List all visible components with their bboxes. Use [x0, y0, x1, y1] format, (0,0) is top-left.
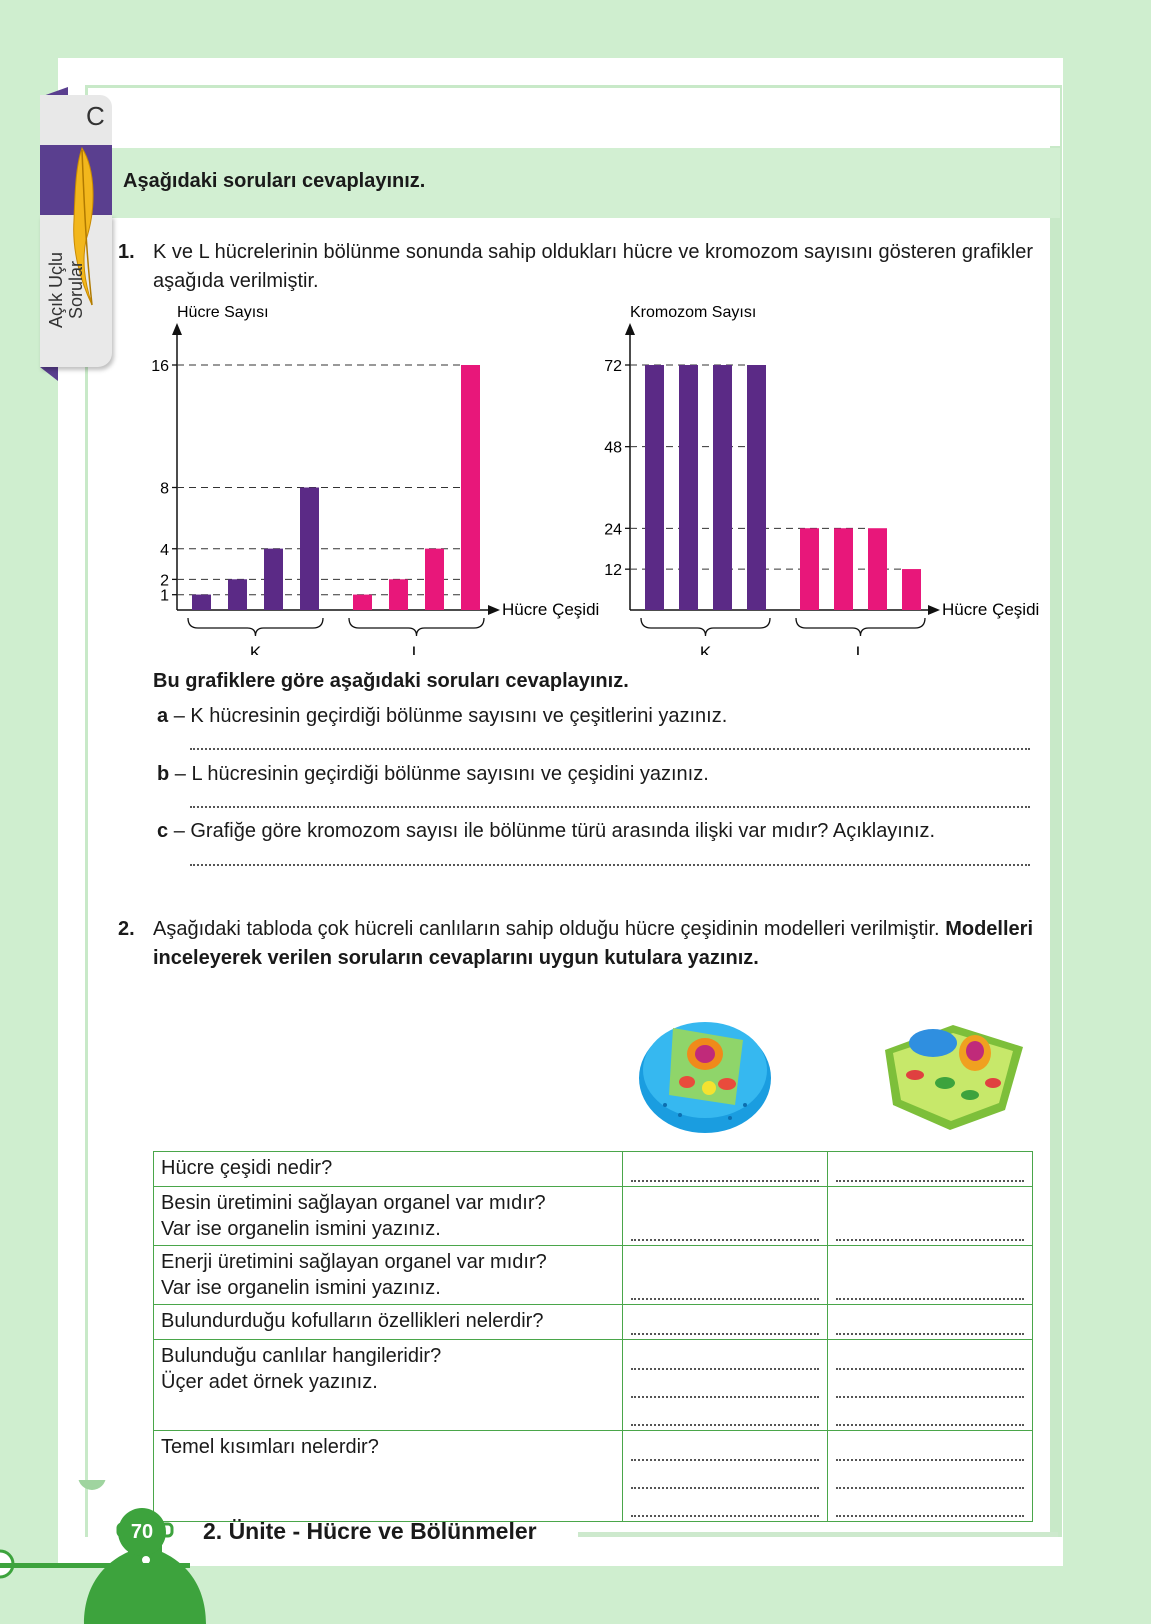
y-axis-label: Kromozom Sayısı — [630, 305, 757, 321]
bar-overlay-8 — [461, 365, 480, 610]
brace-K — [641, 618, 770, 636]
question-cell — [154, 1246, 623, 1305]
bar-overlay-2 — [679, 365, 698, 610]
header-top-area — [88, 88, 1060, 146]
footer-line-right — [578, 1532, 1058, 1537]
answer-cell-plant[interactable] — [828, 1246, 1033, 1305]
question-line-1: Temel kısımları nelerdir? — [161, 1436, 379, 1458]
answer-line-b[interactable] — [190, 806, 1030, 808]
y-tick-label-2: 2 — [160, 572, 169, 590]
bar-overlay-2 — [228, 579, 247, 610]
footer-title: 2. Ünite - Hücre ve Bölünmeler — [203, 1518, 537, 1544]
answer-cell-plant[interactable] — [828, 1431, 1033, 1522]
answer-dotted-line[interactable] — [836, 1374, 1024, 1398]
answer-cell-plant[interactable] — [828, 1305, 1033, 1340]
bar-overlay-6 — [389, 579, 408, 610]
answer-cell-plant[interactable] — [828, 1187, 1033, 1246]
answer-dotted-line[interactable] — [836, 1276, 1024, 1300]
table-row — [154, 1431, 1033, 1522]
table-row — [154, 1187, 1033, 1246]
y-tick-label-24: 24 — [604, 521, 622, 539]
answer-cell-animal[interactable] — [623, 1152, 828, 1187]
answer-dotted-line[interactable] — [631, 1346, 819, 1370]
group-label-L: L — [411, 643, 422, 655]
answer-cell-animal[interactable] — [623, 1431, 828, 1522]
answer-cell-plant[interactable] — [828, 1152, 1033, 1187]
answer-dotted-line[interactable] — [836, 1402, 1024, 1426]
answer-cell-animal[interactable] — [623, 1187, 828, 1246]
q2-number: 2. — [118, 918, 135, 940]
table-row — [154, 1340, 1033, 1431]
chart-cell-count — [150, 305, 610, 660]
bar-overlay-7 — [868, 528, 887, 610]
question-line-2: Var ise organelin ismini yazınız. — [161, 1218, 441, 1240]
answer-dotted-line[interactable] — [631, 1311, 819, 1335]
y-tick-label-8: 8 — [160, 480, 169, 498]
answer-dotted-line[interactable] — [836, 1465, 1024, 1489]
y-tick-label-72: 72 — [604, 358, 622, 375]
x-axis-label: Hücre Çeşidi — [502, 600, 600, 619]
question-cell — [154, 1187, 623, 1246]
answer-dotted-line[interactable] — [836, 1493, 1024, 1517]
bar-overlay-5 — [353, 595, 372, 610]
answer-dotted-line[interactable] — [631, 1374, 819, 1398]
y-tick-label-16: 16 — [151, 358, 169, 375]
bar-overlay-4 — [300, 488, 319, 611]
bar-overlay-5 — [800, 528, 819, 610]
q1-subheading: Bu grafiklere göre aşağıdaki soruları cevaplayınız. — [153, 670, 629, 692]
answer-dotted-line[interactable] — [631, 1217, 819, 1241]
question-cell — [154, 1340, 623, 1431]
answer-dotted-line[interactable] — [836, 1217, 1024, 1241]
q1-text: K ve L hücrelerinin bölünme sonunda sahip oldukları hücre ve kromozom sayısını gösteren grafikler aşağıda verilmiştir. — [153, 241, 1033, 292]
question-line-1: Enerji üretimini sağlayan organel var mıdır? — [161, 1251, 547, 1273]
y-axis-arrow — [172, 323, 182, 335]
answer-cell-animal[interactable] — [623, 1305, 828, 1340]
tab-letter: C — [86, 101, 105, 131]
plant-cell-icon — [875, 1005, 1030, 1135]
answer-line-c[interactable] — [190, 864, 1030, 866]
x-axis-label: Hücre Çeşidi — [942, 600, 1040, 619]
flask-icon — [0, 1480, 230, 1624]
bar-overlay-6 — [834, 528, 853, 610]
question-line-1: Bulunduğu canlılar hangileridir? — [161, 1345, 442, 1367]
brace-L — [349, 618, 484, 636]
question-line-2: Üçer adet örnek yazınız. — [161, 1371, 378, 1393]
question-line-2: Var ise organelin ismini yazınız. — [161, 1277, 441, 1299]
bar-overlay-1 — [192, 595, 211, 610]
question-line-1: Bulundurduğu kofulların özellikleri nelerdir? — [161, 1310, 544, 1332]
chart-chromosome-count — [595, 305, 1045, 660]
brace-K — [188, 618, 323, 636]
tab-label — [46, 215, 86, 365]
y-tick-label-12: 12 — [604, 562, 622, 580]
answer-dotted-line[interactable] — [836, 1158, 1024, 1182]
table-row — [154, 1246, 1033, 1305]
q2-text — [153, 915, 1033, 973]
instruction: Aşağıdaki soruları cevaplayınız. — [123, 170, 426, 192]
y-axis-label: Hücre Sayısı — [177, 305, 269, 321]
answer-dotted-line[interactable] — [836, 1346, 1024, 1370]
subquestion-a-letter: a — [157, 705, 169, 727]
page-number: 70 — [118, 1508, 166, 1556]
subquestion-a — [157, 705, 727, 728]
q2-text-plain: Aşağıdaki tabloda çok hücreli canlıların sahip olduğu hücre çeşidinin modelleri verilmiştir. — [153, 918, 940, 940]
answer-dotted-line[interactable] — [836, 1437, 1024, 1461]
bar-overlay-3 — [713, 365, 732, 610]
bar-overlay-1 — [645, 365, 664, 610]
y-tick-label-4: 4 — [160, 541, 169, 559]
subquestion-c-text: – Grafiğe göre kromozom sayısı ile bölünme türü arasında ilişki var mıdır? Açıklayınız. — [173, 820, 936, 842]
y-axis-arrow — [625, 323, 635, 335]
q1-number: 1. — [118, 241, 135, 263]
subquestion-a-text: – K hücresinin geçirdiği bölünme sayısını ve çeşitlerini yazınız. — [173, 705, 728, 727]
chart-cell-count-svg — [150, 305, 610, 655]
bar-overlay-7 — [425, 549, 444, 610]
answer-dotted-line[interactable] — [836, 1311, 1024, 1335]
bar-overlay-4 — [747, 365, 766, 610]
answer-line-a[interactable] — [190, 748, 1030, 750]
side-tab — [40, 95, 112, 375]
answer-cell-animal[interactable] — [623, 1246, 828, 1305]
answer-dotted-line[interactable] — [631, 1465, 819, 1489]
group-label-K: K — [699, 643, 712, 655]
bar-overlay-8 — [902, 569, 921, 610]
answer-cell-animal[interactable] — [623, 1340, 828, 1431]
answer-dotted-line[interactable] — [631, 1437, 819, 1461]
subquestion-c — [157, 820, 935, 843]
answer-dotted-line[interactable] — [631, 1493, 819, 1517]
question-cell — [154, 1152, 623, 1187]
table-row — [154, 1305, 1033, 1340]
y-tick-label-1: 1 — [160, 587, 169, 605]
chart-chromosome-count-svg — [595, 305, 1045, 655]
answers-table — [153, 1151, 1033, 1522]
answer-cell-plant[interactable] — [828, 1340, 1033, 1431]
question-cell — [154, 1305, 623, 1340]
footer-line — [0, 1563, 190, 1568]
q2-text-bold: Modelleri inceleyerek verilen soruların cevaplarını uygun kutulara yazınız. — [153, 918, 1033, 969]
subquestion-b — [157, 763, 709, 786]
x-axis-arrow — [928, 605, 940, 615]
question-line-1: Hücre çeşidi nedir? — [161, 1157, 333, 1179]
x-axis-arrow — [488, 605, 500, 615]
bar-overlay-3 — [264, 549, 283, 610]
group-label-L: L — [855, 643, 866, 655]
animal-cell-icon — [635, 1010, 775, 1135]
tab-label-line2: Sorular — [66, 260, 86, 320]
subquestion-b-letter: b — [157, 763, 170, 785]
subquestion-c-letter: c — [157, 820, 169, 842]
subquestion-b-text: – L hücresinin geçirdiği bölünme sayısını ve çeşidini yazınız. — [174, 763, 709, 785]
table-row — [154, 1152, 1033, 1187]
answer-dotted-line[interactable] — [631, 1402, 819, 1426]
question-line-1: Besin üretimini sağlayan organel var mıdır? — [161, 1192, 546, 1214]
answer-dotted-line[interactable] — [631, 1276, 819, 1300]
tab-label-line1: Açık Uçlu — [46, 251, 66, 329]
answer-dotted-line[interactable] — [631, 1158, 819, 1182]
group-label-K: K — [249, 643, 262, 655]
y-tick-label-48: 48 — [604, 439, 622, 457]
brace-L — [796, 618, 925, 636]
